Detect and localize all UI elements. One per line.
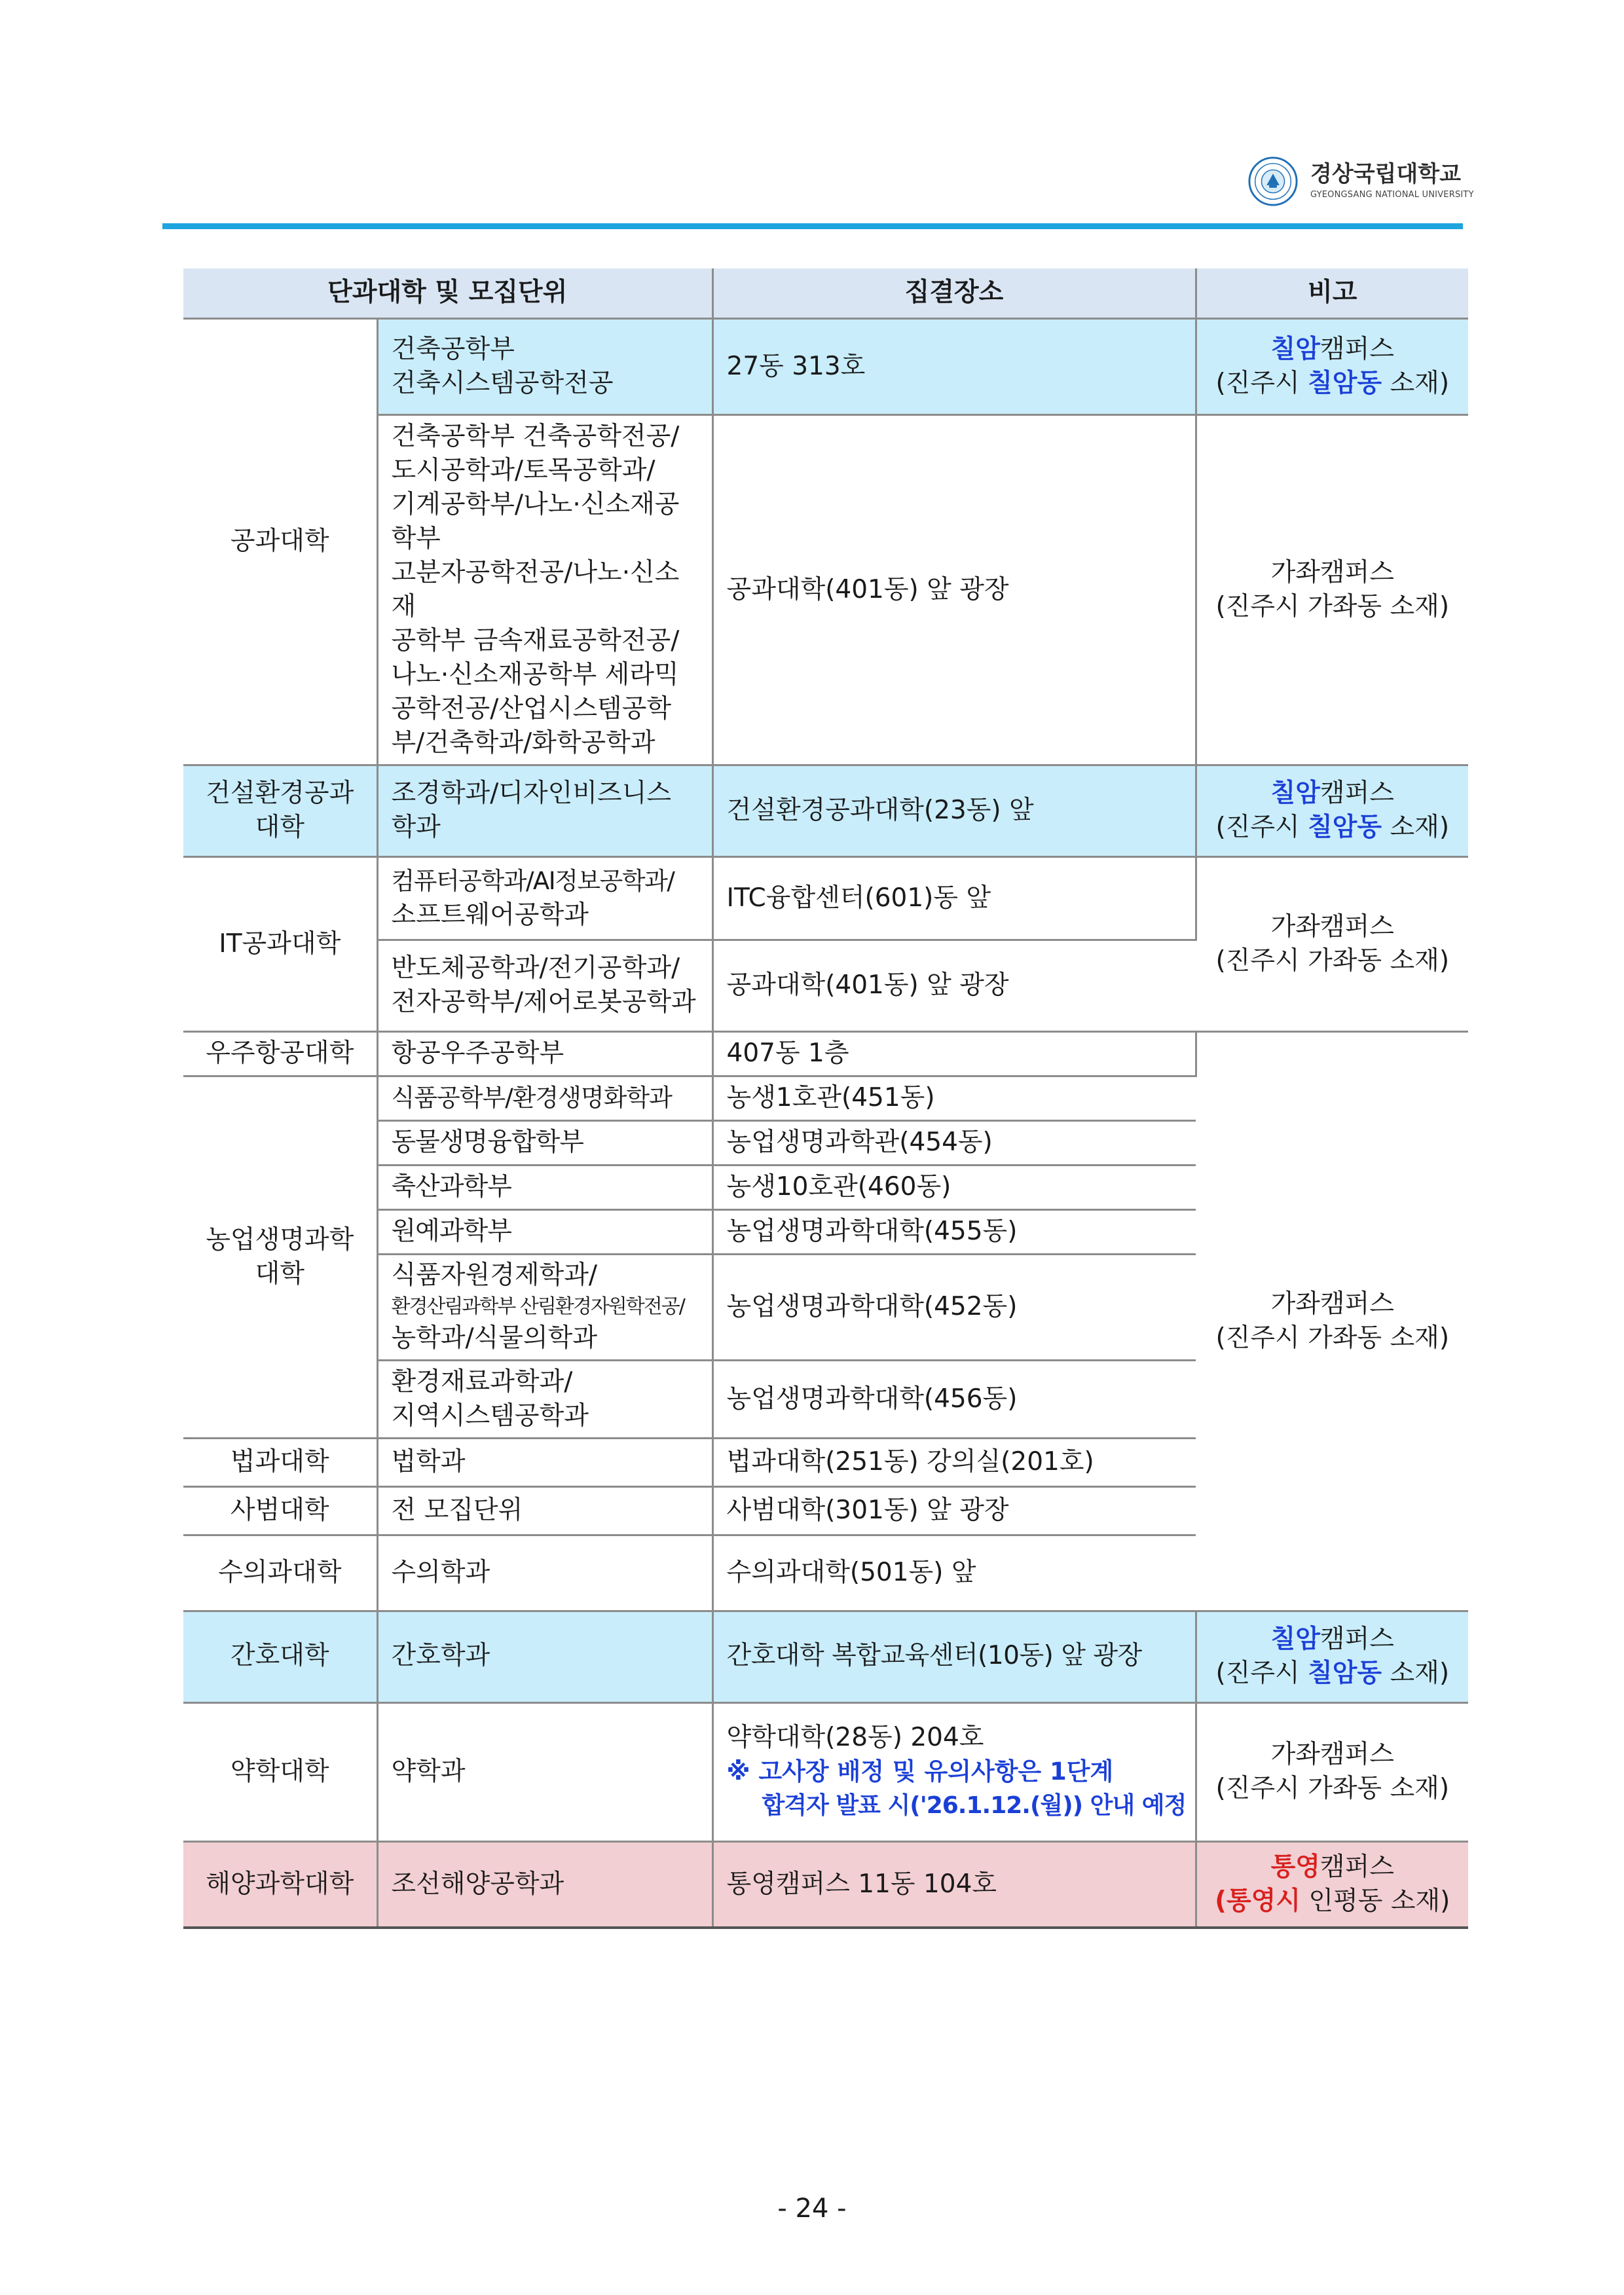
unit-cell: 수의학과 xyxy=(377,1535,712,1611)
remark-cell: 칠암캠퍼스 (진주시 칠암동 소재) xyxy=(1196,1611,1468,1702)
place-cell: 약학대학(28동) 204호 ※ 고사장 배정 및 유의사항은 1단계 합격자 발표 시('26.1.12.(월)) 안내 예정 xyxy=(712,1702,1196,1841)
header-college-unit: 단과대학 및 모집단위 xyxy=(183,268,712,318)
place-cell: 공과대학(401동) 앞 광장 xyxy=(712,940,1196,1031)
college-cell: 간호대학 xyxy=(183,1611,377,1702)
unit-cell: 법학과 xyxy=(377,1438,712,1486)
college-cell: IT공과대학 xyxy=(183,856,377,1031)
place-cell: 농업생명과학대학(456동) xyxy=(712,1360,1196,1438)
place-cell: 통영캠퍼스 11동 104호 xyxy=(712,1841,1196,1928)
unit-cell: 원예과학부 xyxy=(377,1209,712,1254)
place-cell: 법과대학(251동) 강의실(201호) xyxy=(712,1438,1196,1486)
remark-cell: 칠암캠퍼스 (진주시 칠암동 소재) xyxy=(1196,318,1468,414)
college-cell: 약학대학 xyxy=(183,1702,377,1841)
university-name-kr: 경상국립대학교 xyxy=(1310,161,1461,187)
table-row xyxy=(183,1611,1468,1702)
header-remarks: 비고 xyxy=(1196,268,1468,318)
college-cell: 사범대학 xyxy=(183,1486,377,1535)
unit-cell: 전 모집단위 xyxy=(377,1486,712,1535)
remark-cell: 가좌캠퍼스 (진주시 가좌동 소재) xyxy=(1196,1702,1468,1841)
unit-cell: 반도체공학과/전기공학과/ 전자공학부/제어로봇공학과 xyxy=(377,940,712,1031)
remark-cell: 가좌캠퍼스 (진주시 가좌동 소재) xyxy=(1196,856,1468,1031)
unit-cell: 식품자원경제학과/ 환경산림과학부 산림환경자원학전공/ 농학과/식물의학과 xyxy=(377,1254,712,1360)
college-cell: 수의과대학 xyxy=(183,1535,377,1611)
remark-cell: 가좌캠퍼스 (진주시 가좌동 소재) xyxy=(1196,1031,1468,1611)
remark-cell: 칠암캠퍼스 (진주시 칠암동 소재) xyxy=(1196,765,1468,856)
header-place: 집결장소 xyxy=(712,268,1196,318)
college-cell: 건설환경공과 대학 xyxy=(183,765,377,856)
table-row xyxy=(183,856,1468,940)
place-cell: 수의과대학(501동) 앞 xyxy=(712,1535,1196,1611)
place-cell: 간호대학 복합교육센터(10동) 앞 광장 xyxy=(712,1611,1196,1702)
college-cell: 공과대학 xyxy=(183,318,377,765)
place-cell: 공과대학(401동) 앞 광장 xyxy=(712,414,1196,765)
place-cell: 농업생명과학대학(452동) xyxy=(712,1254,1196,1360)
unit-cell: 컴퓨터공학과/AI정보공학과/ 소프트웨어공학과 xyxy=(377,856,712,940)
table-header-row xyxy=(183,268,1468,318)
college-cell: 우주항공대학 xyxy=(183,1031,377,1076)
unit-cell: 간호학과 xyxy=(377,1611,712,1702)
unit-cell: 조선해양공학과 xyxy=(377,1841,712,1928)
remark-cell: 통영캠퍼스 (통영시 인평동 소재) xyxy=(1196,1841,1468,1928)
unit-cell: 조경학과/디자인비즈니스 학과 xyxy=(377,765,712,856)
remark-cell: 가좌캠퍼스 (진주시 가좌동 소재) xyxy=(1196,414,1468,765)
place-cell: 사범대학(301동) 앞 광장 xyxy=(712,1486,1196,1535)
place-cell: 농업생명과학대학(455동) xyxy=(712,1209,1196,1254)
unit-cell: 환경재료과학과/ 지역시스템공학과 xyxy=(377,1360,712,1438)
college-cell: 해양과학대학 xyxy=(183,1841,377,1928)
university-logo xyxy=(1247,152,1474,211)
unit-cell: 건축공학부 건축공학전공/ 도시공학과/토목공학과/ 기계공학부/나노·신소재공학부 고분자공학전공/나노·신소재 공학부 금속재료공학전공/ 나노·신소재공학부 세라믹 공학전공/산업시스템공학 부/건축학과/화학공학과 xyxy=(377,414,712,765)
table-row xyxy=(183,1031,1468,1076)
college-cell: 농업생명과학 대학 xyxy=(183,1076,377,1438)
table-row xyxy=(183,1841,1468,1928)
page-number: - 24 - xyxy=(777,2194,847,2224)
place-cell: 농생1호관(451동) xyxy=(712,1076,1196,1120)
university-seal-icon xyxy=(1247,156,1299,207)
place-cell: 27동 313호 xyxy=(712,318,1196,414)
header-rule xyxy=(162,223,1463,229)
place-cell: 407동 1층 xyxy=(712,1031,1196,1076)
unit-cell: 축산과학부 xyxy=(377,1165,712,1209)
place-cell: 농업생명과학관(454동) xyxy=(712,1120,1196,1165)
place-cell: ITC융합센터(601)동 앞 xyxy=(712,856,1196,940)
college-cell: 법과대학 xyxy=(183,1438,377,1486)
unit-cell: 동물생명융합학부 xyxy=(377,1120,712,1165)
unit-cell: 건축공학부 건축시스템공학전공 xyxy=(377,318,712,414)
place-cell: 건설환경공과대학(23동) 앞 xyxy=(712,765,1196,856)
unit-cell: 약학과 xyxy=(377,1702,712,1841)
university-name-en: GYEONGSANG NATIONAL UNIVERSITY xyxy=(1310,190,1474,200)
table-row xyxy=(183,765,1468,856)
table-row xyxy=(183,1702,1468,1841)
unit-cell: 항공우주공학부 xyxy=(377,1031,712,1076)
assembly-table xyxy=(183,268,1468,1929)
unit-cell: 식품공학부/환경생명화학과 xyxy=(377,1076,712,1120)
place-cell: 농생10호관(460동) xyxy=(712,1165,1196,1209)
table-row xyxy=(183,318,1468,414)
